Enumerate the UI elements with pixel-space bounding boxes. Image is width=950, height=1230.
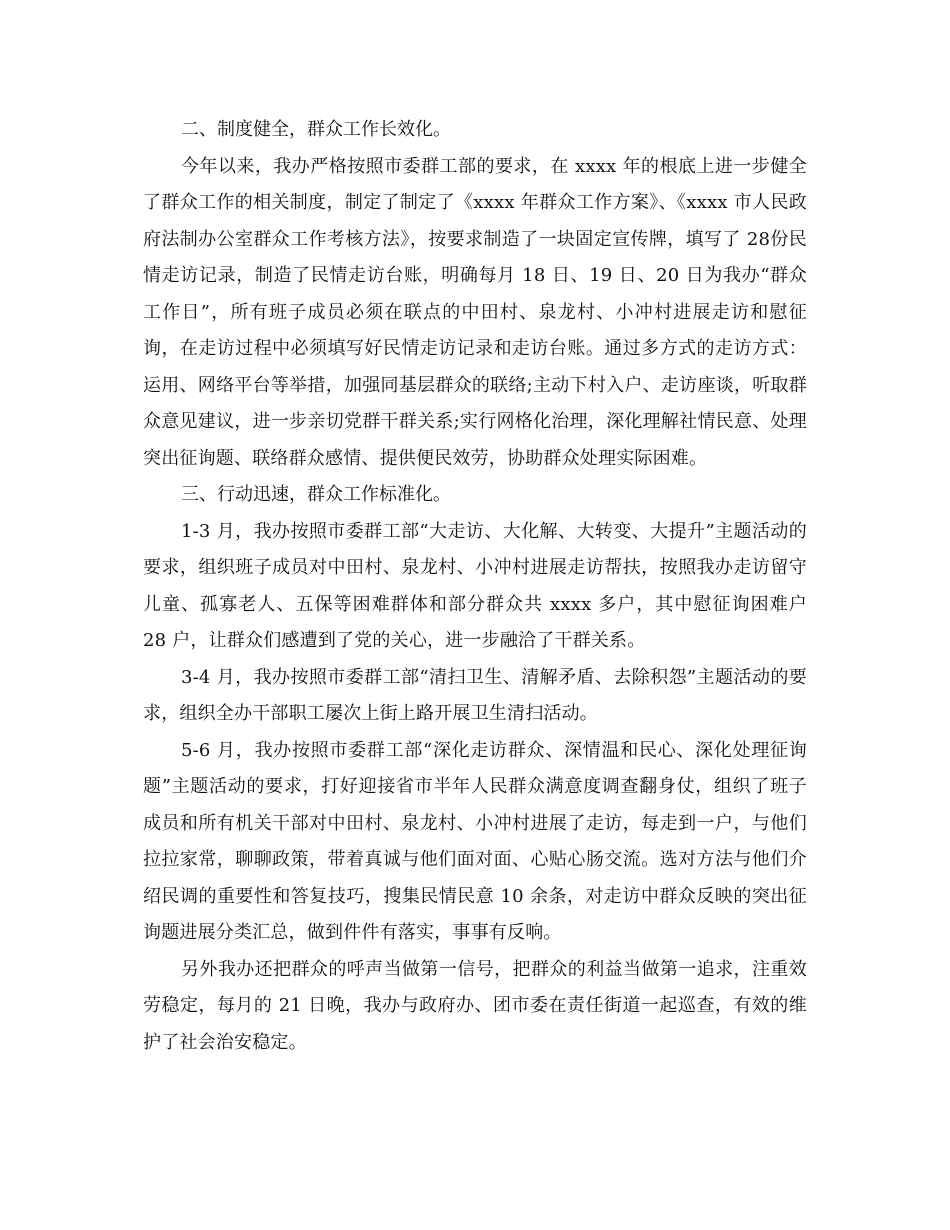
paragraph-mar-apr: 3-4 月，我办按照市委群工部“清扫卫生、清解矛盾、去除积怨”主题活动的要求，组织全办干部职工屡次上街上路开展卫生清扫活动。 xyxy=(143,666,807,724)
paragraph-additional: 另外我办还把群众的呼声当做第一信号，把群众的利益当做第一追求，注重效劳稳定，每月的 21 日晚，我办与政府办、团市委在责任街道一起巡查，有效的维护了社会治安稳定。 xyxy=(143,958,807,1053)
paragraph-system-building: 今年以来，我办严格按照市委群工部的要求，在 xxxx 年的根底上进一步健全了群众工作的相关制度，制定了制定了《xxxx 年群众工作方案》、《xxxx 市人民政府法制办公室群众工作考核方法》，按要求制造了一块固定宣传牌，填写了 28份民情走访记录，制造了民情走访台账，明确每月 18 日、19 日、20 日为我办“群众工作日”，所有班子成员必须在联点的中田村、泉龙村、小冲村进展走访和慰征询，在走访过程中必须填写好民情走访记录和走访台账。通过多方式的走访方式：运用、网络平台等举措，加强同基层群众的联络;主动下村入户、走访座谈，听取群众意见建议，进一步亲切党群干群关系;实行网格化治理，深化理解社情民意、处理突出征询题、联络群众感情、提供便民效劳，协助群众处理实际困难。 xyxy=(143,155,807,469)
section-heading-three: 三、行动迅速，群众工作标准化。 xyxy=(181,484,451,505)
section-heading-two: 二、制度健全，群众工作长效化。 xyxy=(181,119,451,140)
paragraph-jan-mar: 1-3 月，我办按照市委群工部“大走访、大化解、大转变、大提升”主题活动的要求，组织班子成员对中田村、泉龙村、小冲村进展走访帮扶，按照我办走访留守儿童、孤寡老人、五保等困难群体和部分群众共 xxxx 多户，其中慰征询困难户 28 户，让群众们感遭到了党的关心，进一步融洽了干群关系。 xyxy=(143,520,807,651)
paragraph-may-jun: 5-6 月，我办按照市委群工部“深化走访群众、深情温和民心、深化处理征询题”主题活动的要求，打好迎接省市半年人民群众满意度调查翻身仗，组织了班子成员和所有机关干部对中田村、泉龙村、小冲村进展了走访，每走到一户，与他们拉拉家常，聊聊政策，带着真诚与他们面对面、心贴心肠交流。选对方法与他们介绍民调的重要性和答复技巧，搜集民情民意 10 余条，对走访中群众反映的突出征询题进展分类汇总，做到件件有落实，事事有反响。 xyxy=(143,739,807,943)
document-body xyxy=(143,112,807,1061)
